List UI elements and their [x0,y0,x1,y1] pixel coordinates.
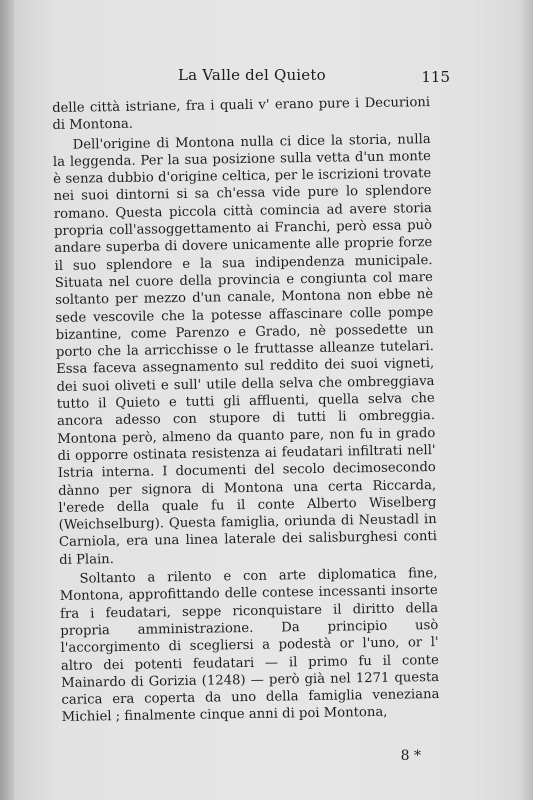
paragraph-3: Soltanto a rilento e con arte diplomatica fine, Montona, approfittando delle contese incessanti insorte fra i feudatari, seppe riconquistare il diritto della propria amministrazione. Da principio usò l'accorgimento di scegliersi a podestà or l'uno, or l' altro dei potenti feudatari — il primo fu il conte Mainardo di Gorizia (1248) — però già nel 1271 questa carica era coperta da uno della famiglia veneziana Michiel ; finalmente cinque anni di poi Montona, [59,566,440,726]
running-header [60,66,450,90]
page-fold-shadow [0,0,14,800]
body-text [52,94,440,727]
signature-mark: 8 * [400,748,421,764]
paragraph-2: Dell'origine di Montona nulla ci dice la storia, nulla la leggenda. Per la sua posizione sulla vetta d'un monte è senza dubbio d'origine celtica, per le iscrizioni trovate nei suoi dintorni si sa ch'essa vide pure lo splendore romano. Questa piccola città comincia ad avere storia propria coll'assoggettamento ai Franchi, però essa può andare superba di dovere unicamente alle proprie forze il suo splendore e la sua indipendenza municipale. Situata nel cuore della provincia e congiunta col mare soltanto per mezzo d'un canale, Montona non ebbe nè sede vescovile che la potesse affascinare colle pompe bizantine, come Parenzo e Grado, nè possedette un porto che la arricchisse o le fruttasse alleanze tutelari. Essa faceva assegnamento sul reddito dei suoi vigneti, dei suoi oliveti e sull' utile della selva che ombreggiava tutto il Quieto e tutti gli affluenti, quella selva che ancora adesso con stupore di tutti li ombreggia. Montona però, almeno da quanto pare, non fu in grado di opporre ostinata resistenza ai feudatari infiltrati nell' Istria interna. I documenti del secolo decimosecondo dànno per signora di Montona una certa Riccarda, l'erede della quale fu il conte Alberto Wiselberg (Weichselburg). Questa famiglia, oriunda di Neustadl in Carniola, era una linea laterale dei salisburghesi conti di Plain. [52,131,438,568]
page-number: 115 [421,68,450,86]
paragraph-1: delle città istriane, fra i quali v' erano pure i Decurioni di Montona. [52,95,431,134]
running-title: La Valle del Quieto [178,66,326,84]
